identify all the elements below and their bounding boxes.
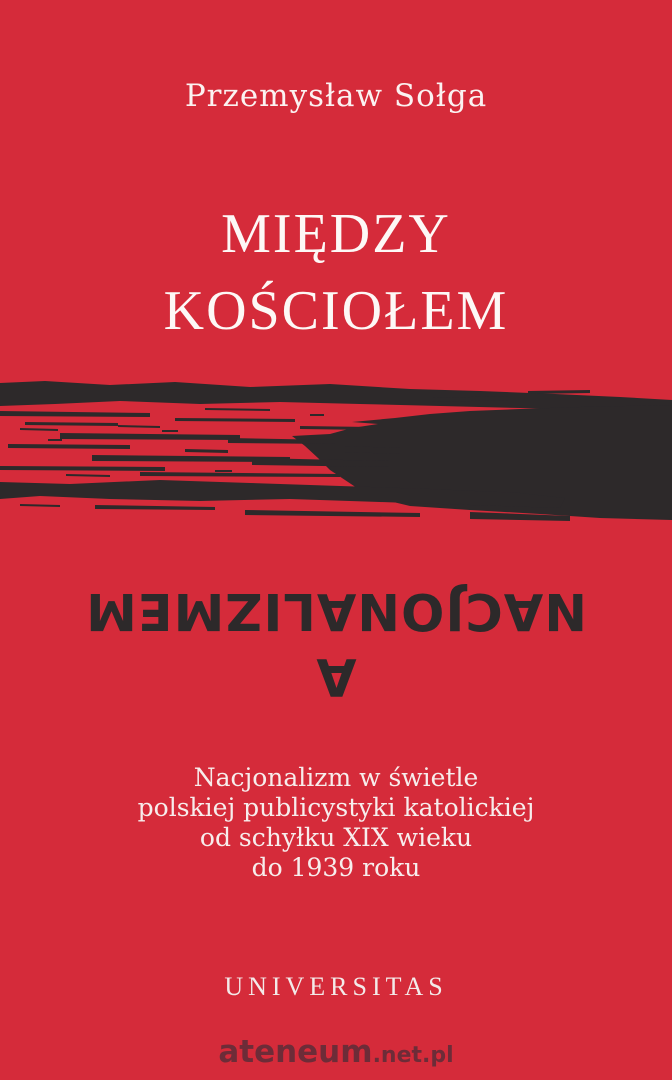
- title-line-1: MIĘDZY: [221, 203, 451, 265]
- flipped-line-nacjonalizmem: NACJONALIZMEM: [85, 581, 587, 640]
- title-line-2: KOŚCIOŁEM: [163, 280, 509, 342]
- book-subtitle: [0, 763, 672, 883]
- watermark: [0, 1034, 672, 1070]
- subtitle-line-1: Nacjonalizm w świetle: [193, 763, 479, 792]
- publisher-name: UNIVERSITAS: [224, 972, 448, 1001]
- subtitle-line-3: od schyłku XIX wieku: [199, 823, 473, 852]
- book-title: [0, 196, 672, 350]
- watermark-domain: .net.pl: [372, 1043, 454, 1068]
- subtitle-line-4: do 1939 roku: [251, 853, 421, 882]
- subtitle-line-2: polskiej publicystyki katolickiej: [137, 793, 535, 822]
- flipped-text-block: [0, 577, 672, 709]
- author-name: Przemysław Sołga: [184, 78, 488, 114]
- brush-stroke-graphic: [0, 378, 672, 528]
- flipped-line-a: A: [315, 646, 357, 706]
- watermark-site: ateneum: [218, 1034, 373, 1070]
